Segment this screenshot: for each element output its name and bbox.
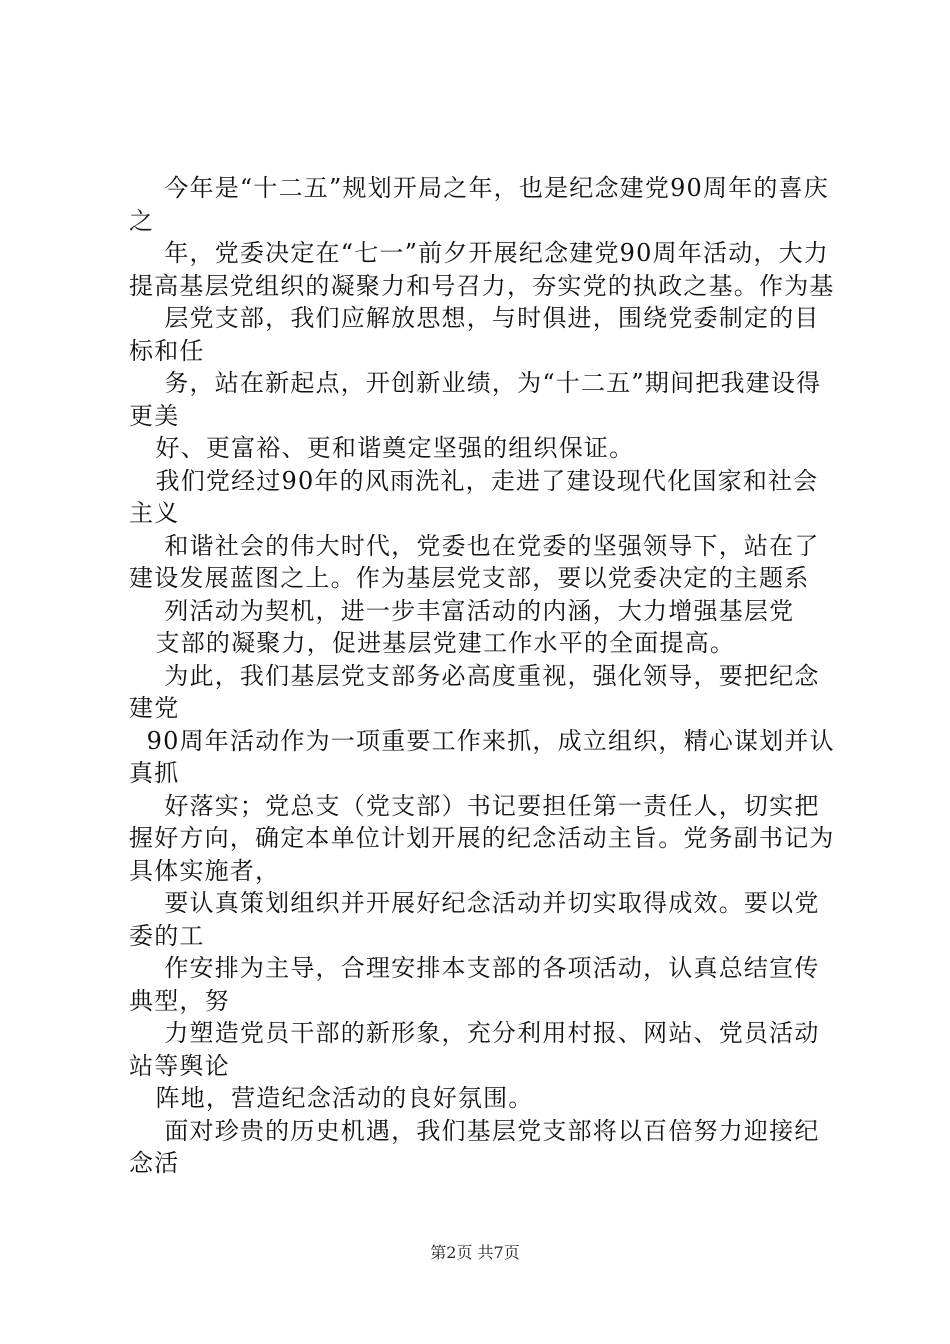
- paragraph-line: 今年是“十二五”规划开局之年，也是纪念建党90周年的喜庆之: [129, 174, 830, 235]
- paragraph-line: 作安排为主导，合理安排本支部的各项活动，认真总结宣传典型，努: [129, 954, 820, 1015]
- document-body: [129, 172, 835, 1180]
- paragraph-line: 列活动为契机，进一步丰富活动的内涵，大力增强基层党: [129, 596, 795, 625]
- paragraph-line: 要认真策划组织并开展好纪念活动并切实取得成效。要以党委的工: [129, 889, 820, 950]
- paragraph-line: 为此，我们基层党支部务必高度重视，强化领导，要把纪念建党: [129, 661, 820, 722]
- paragraph-line: 务，站在新起点，开创新业绩，为“十二五”期间把我建设得更美: [129, 369, 822, 430]
- paragraph-line: 好落实；党总支（党支部）书记要担任第一责任人，切实把握好方向，确定本单位计划开展的纪念活动主旨。党务副书记为具体实施者，: [129, 791, 835, 885]
- paragraph-line: 支部的凝聚力，促进基层党建工作水平的全面提高。: [129, 629, 736, 657]
- page-number-footer: 第2页 共7页: [430, 1243, 520, 1262]
- paragraph-line: 力塑造党员干部的新形象，充分利用村报、网站、党员活动站等舆论: [129, 1019, 820, 1080]
- paragraph-line: 阵地，营造纪念活动的良好氛围。: [129, 1084, 534, 1112]
- paragraph-line: 年，党委决定在“七一”前夕开展纪念建党90周年活动，大力提高基层党组织的凝聚力和号召力，夯实党的执政之基。作为基: [129, 239, 835, 300]
- paragraph-line: 层党支部，我们应解放思想，与时俱进，围绕党委制定的目标和任: [129, 304, 820, 365]
- paragraph-line: 90周年活动作为一项重要工作来抓，成立组织，精心谋划并认真抓: [129, 726, 835, 787]
- paragraph-line: 我们党经过90年的风雨洗礼，走进了建设现代化国家和社会主义: [129, 466, 819, 527]
- paragraph-line: 面对珍贵的历史机遇，我们基层党支部将以百倍努力迎接纪念活: [129, 1116, 820, 1177]
- paragraph-line: 和谐社会的伟大时代，党委也在党委的坚强领导下，站在了建设发展蓝图之上。作为基层党支部，要以党委决定的主题系: [129, 531, 820, 592]
- paragraph-line: 好、更富裕、更和谐奠定坚强的组织保证。: [129, 434, 635, 462]
